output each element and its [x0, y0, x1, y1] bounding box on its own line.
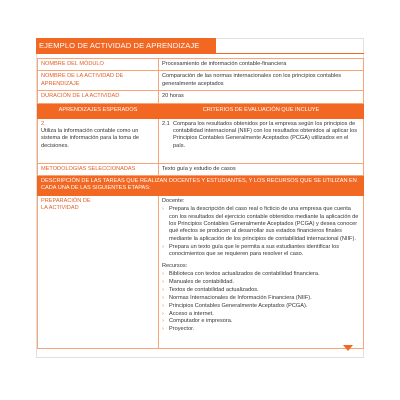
recurso-item: [162, 326, 360, 333]
bullet-arrow-icon: ›: [162, 318, 164, 325]
info-row-duration: [38, 91, 364, 103]
recurso-item: [162, 287, 360, 294]
recursos-title: Recursos:: [162, 262, 188, 269]
methodology-row: [38, 163, 364, 175]
recurso-item: [162, 295, 360, 302]
docente-item-text: Prepara la descripción del caso real o ficticio de una empresa que cuenta con los resultados del ejercicio contable obtenidos mediante la aplicación de los Principios Contables Generalmente Aceptados (PCGA) y desea conocer qué efectos se producen al desarrollar sus estados financieros finales mediante la aplicación de los principios de contabilidad internacional (NIIF).: [169, 206, 359, 242]
module-name-label: NOMBRE DEL MÓDULO: [38, 59, 159, 71]
recurso-item: [162, 271, 360, 278]
recurso-item-text: Normas Internacionales de Información Financiera (NIIF).: [169, 294, 312, 301]
learning-outcome-cell: [38, 118, 159, 163]
info-row-activity: [38, 71, 364, 91]
activity-sheet: [36, 38, 364, 358]
info-row-module: [38, 59, 364, 71]
description-header-row: [38, 176, 364, 196]
bullet-arrow-icon: ›: [162, 326, 164, 333]
criterion-number: 2.1: [162, 120, 170, 127]
docente-item: [162, 206, 360, 243]
activity-name-value: Comparación de las normas internacionales con los principios contables generalmente aceptados: [159, 71, 364, 91]
methodology-label: METODOLOGÍAS SELECCIONADAS: [38, 163, 159, 175]
duration-value: 20 horas: [159, 91, 364, 103]
bullet-arrow-icon: ›: [162, 294, 164, 301]
duration-label: DURACIÓN DE LA ACTIVIDAD: [38, 91, 159, 103]
activity-table: [37, 58, 364, 349]
bullet-arrow-icon: ›: [162, 278, 164, 285]
recurso-item-text: Manuales de contabilidad.: [169, 278, 234, 285]
methodology-value: Texto guía y estudio de casos: [159, 163, 364, 175]
bullet-arrow-icon: ›: [162, 286, 164, 293]
docente-item-text: Prepara un texto guía que le permita a sus estudiantes identificar los conocimientos que se requieren para resolver el caso.: [169, 243, 340, 258]
recurso-item-text: Computador e impresora.: [169, 318, 233, 325]
criteria-header: CRITERIOS DE EVALUACIÓN QUE INCLUYE: [159, 103, 364, 118]
learning-outcome-number: 2.: [41, 120, 46, 127]
recurso-item: [162, 303, 360, 310]
preparation-label: [38, 195, 159, 348]
criterion-text: Compara los resultados obtenidos por la empresa según los principios de contabilidad internacional (NIIF) con los resultados obtenidos al aplicar los Principios Contables Generalmente Aceptados (PCGA) utilizados en el país.: [173, 120, 358, 149]
outcome-row: [38, 118, 364, 163]
bullet-arrow-icon: ›: [162, 271, 164, 277]
title-underline: [216, 53, 364, 54]
learning-outcomes-header: APRENDIZAJES ESPERADOS: [38, 103, 159, 118]
bullet-arrow-icon: ›: [162, 310, 164, 317]
recurso-item: [162, 279, 360, 286]
description-header: DESCRIPCIÓN DE LAS TAREAS QUE REALIZAN DOCENTES Y ESTUDIANTES, Y LOS RECURSOS QUE SE UTILIZAN EN CADA UNA DE LAS SIGUIENTES ETAPAS:: [38, 176, 364, 196]
page-title: EJEMPLO DE ACTIVIDAD DE APRENDIZAJE: [36, 38, 216, 54]
recurso-item: [162, 318, 360, 325]
bullet-arrow-icon: ›: [162, 243, 164, 250]
recurso-item-text: Biblioteca con textos actualizados de contabilidad financiera.: [169, 271, 320, 277]
learning-outcome-text: Utiliza la información contable como un sistema de información para la toma de decisiones.: [41, 128, 139, 149]
columns-header-row: [38, 103, 364, 118]
recurso-item-text: Acceso a internet.: [169, 310, 214, 317]
preparation-content: [159, 195, 364, 348]
recurso-item: [162, 311, 360, 318]
bullet-arrow-icon: ›: [162, 206, 164, 213]
criteria-cell: [159, 118, 364, 163]
recurso-item-text: Proyector.: [169, 326, 195, 333]
bullet-arrow-icon: ›: [162, 302, 164, 309]
preparation-label-text: PREPARACIÓN DE LA ACTIVIDAD: [41, 197, 91, 212]
recurso-item-text: Textos de contabilidad actualizados.: [169, 286, 259, 293]
continue-arrow-icon: [343, 345, 353, 351]
activity-name-label: NOMBRE DE LA ACTIVIDAD DE APRENDIZAJE: [38, 71, 159, 91]
docente-item: [162, 244, 360, 259]
module-name-value: Procesamiento de información contable-financiera: [159, 59, 364, 71]
recurso-item-text: Principios Contables Generalmente Aceptados (PCGA).: [169, 302, 308, 309]
preparation-row: [38, 195, 364, 348]
docente-title: Docente:: [162, 197, 185, 204]
